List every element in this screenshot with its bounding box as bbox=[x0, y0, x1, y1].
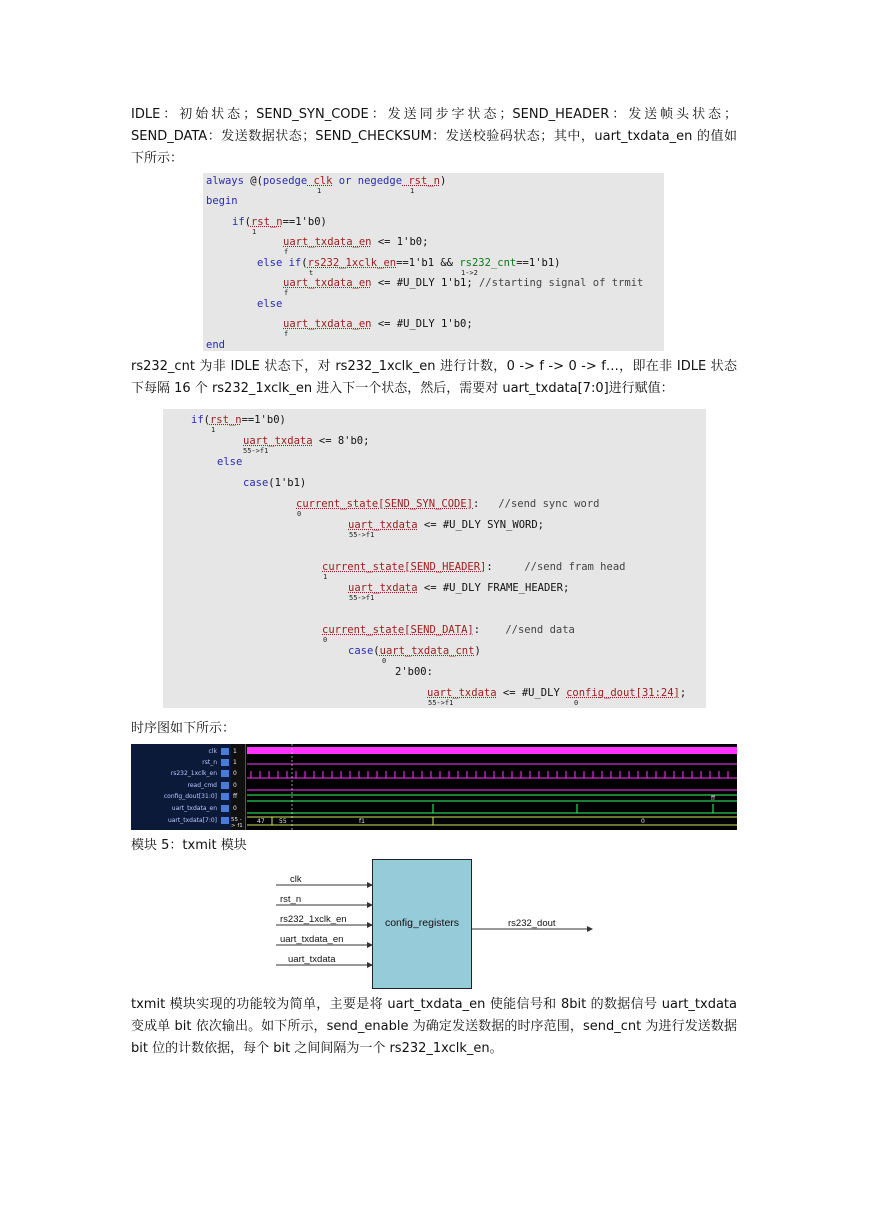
code-line: 2'b00: bbox=[395, 666, 433, 678]
code-line: begin bbox=[206, 195, 238, 207]
bus-label: 55 bbox=[279, 818, 287, 825]
code-annotation: 1->2 bbox=[461, 269, 478, 277]
code-annotation: 1 bbox=[323, 573, 328, 581]
code-annotation: 0 bbox=[297, 510, 302, 518]
code-line: else bbox=[217, 456, 243, 468]
waveform-viewer bbox=[131, 744, 737, 830]
module-heading: 模块 5：txmit 模块 bbox=[131, 838, 247, 853]
signal-name: read_cmd bbox=[187, 782, 217, 789]
signal-value: 0 bbox=[233, 770, 237, 777]
bus-label: f1 bbox=[359, 818, 365, 825]
signal-name: config_dout[31:0] bbox=[163, 793, 217, 800]
signal-name: rst_n bbox=[202, 759, 217, 766]
code-line: uart_txdata_en <= #U_DLY 1'b1; //starting signal of trmit bbox=[283, 277, 644, 289]
code-annotation: 1 bbox=[211, 426, 216, 434]
code-line: case(1'b1) bbox=[243, 477, 307, 489]
code-annotation: f bbox=[284, 289, 289, 297]
txmit-paragraph: txmit 模块实现的功能较为简单，主要是将 uart_txdata_en 使能信号和 8bit 的数据信号 uart_txdata 变成单 bit 依次输出。如下所示，send_enable 为确定发送数据的时序范围，send_cnt 为进行发送数据 bit 位的计数依据，每个 bit 之间间隔为一个 rs232_1xclk_en。 bbox=[131, 997, 737, 1056]
code-line: uart_txdata <= #U_DLY SYN_WORD; bbox=[348, 519, 544, 531]
signal-value: 55 -> f1 bbox=[231, 817, 243, 829]
code-line: uart_txdata <= 8'b0; bbox=[243, 435, 370, 447]
signal-name: rs232_1xclk_en bbox=[170, 770, 217, 777]
code-line: uart_txdata_en <= #U_DLY 1'b0; bbox=[283, 318, 473, 330]
rs232-cnt-paragraph: rs232_cnt 为非 IDLE 状态下，对 rs232_1xclk_en 进行计数，0 -> f -> 0 -> f…，即在非 IDLE 状态下每隔 16 个 rs232_1xclk_en 进入下一个状态，然后，需要对 uart_txdata[7:0]进行赋值： bbox=[131, 359, 737, 396]
signal-value: 1 bbox=[233, 759, 237, 766]
rs232-1xclk-en-trace bbox=[247, 771, 737, 778]
intro-paragraph: IDLE：初始状态；SEND_SYN_CODE：发送同步字状态；SEND_HEADER：发送帧头状态；SEND_DATA：发送数据状态；SEND_CHECKSUM：发送校验码状态；其中，uart_txdata_en 的值如下所示： bbox=[131, 107, 737, 166]
code-line: else if(rs232_1xclk_en==1'b1 && rs232_cnt==1'b1) bbox=[257, 257, 561, 269]
signal-value: ff bbox=[233, 793, 238, 800]
signal-value: 1 bbox=[233, 748, 237, 755]
input-label: uart_txdata_en bbox=[280, 934, 344, 945]
signal-name: uart_txdata_en bbox=[171, 805, 217, 812]
code-line: current_state[SEND_HEADER]: //send fram head bbox=[322, 561, 626, 573]
input-label: rst_n bbox=[280, 894, 302, 905]
code-line: if(rst_n==1'b0) bbox=[191, 414, 286, 426]
bus-label: 47 bbox=[257, 818, 265, 825]
config-registers-block bbox=[372, 859, 472, 989]
timing-heading: 时序图如下所示： bbox=[131, 721, 236, 736]
code-line: uart_txdata_en <= 1'b0; bbox=[283, 236, 429, 248]
input-label: clk bbox=[290, 874, 302, 885]
code-line: case(uart_txdata_cnt) bbox=[348, 645, 481, 657]
input-label: rs232_1xclk_en bbox=[280, 914, 347, 925]
code-line: uart_txdata <= #U_DLY config_dout[31:24]; bbox=[427, 687, 687, 699]
code-line: current_state[SEND_DATA]: //send data bbox=[322, 624, 575, 636]
code-annotation: 1 bbox=[410, 187, 415, 195]
code-block-uart-txdata bbox=[163, 409, 706, 708]
input-label: uart_txdata bbox=[288, 954, 336, 965]
code-line: always @(posedge clk or negedge rst_n) bbox=[206, 175, 447, 187]
signal-value: 0 bbox=[233, 805, 237, 812]
code-annotation: 1 bbox=[317, 187, 322, 195]
code-annotation: 0 bbox=[382, 657, 387, 665]
code-annotation: f bbox=[284, 248, 289, 256]
code-annotation: 55->f1 bbox=[349, 531, 375, 539]
waveform-traces bbox=[131, 744, 737, 830]
code-annotation: f bbox=[284, 330, 289, 338]
signal-name: uart_txdata[7:0] bbox=[167, 817, 217, 824]
code-annotation: 55->f1 bbox=[243, 447, 269, 455]
code-line: end bbox=[206, 339, 225, 351]
bus-label: ff bbox=[711, 795, 716, 802]
code-line: if(rst_n==1'b0) bbox=[232, 216, 327, 228]
output-label: rs232_dout bbox=[508, 918, 556, 929]
block-label: config_registers bbox=[384, 917, 460, 929]
code-line: current_state[SEND_SYN_CODE]: //send sync word bbox=[296, 498, 600, 510]
code-annotation: 0 bbox=[574, 699, 579, 707]
bus-label: 0 bbox=[641, 818, 645, 825]
code-annotation: t bbox=[309, 269, 314, 277]
code-line: uart_txdata <= #U_DLY FRAME_HEADER; bbox=[348, 582, 570, 594]
code-annotation: 55->f1 bbox=[349, 594, 375, 602]
code-annotation: 0 bbox=[323, 636, 328, 644]
code-annotation: 1 bbox=[252, 228, 257, 236]
signal-name: clk bbox=[208, 748, 217, 755]
clk-trace bbox=[247, 747, 737, 754]
code-line: else bbox=[257, 298, 283, 310]
code-block-uart-txdata-en bbox=[203, 173, 664, 351]
signal-value: 0 bbox=[233, 782, 237, 789]
code-annotation: 55->f1 bbox=[428, 699, 454, 707]
